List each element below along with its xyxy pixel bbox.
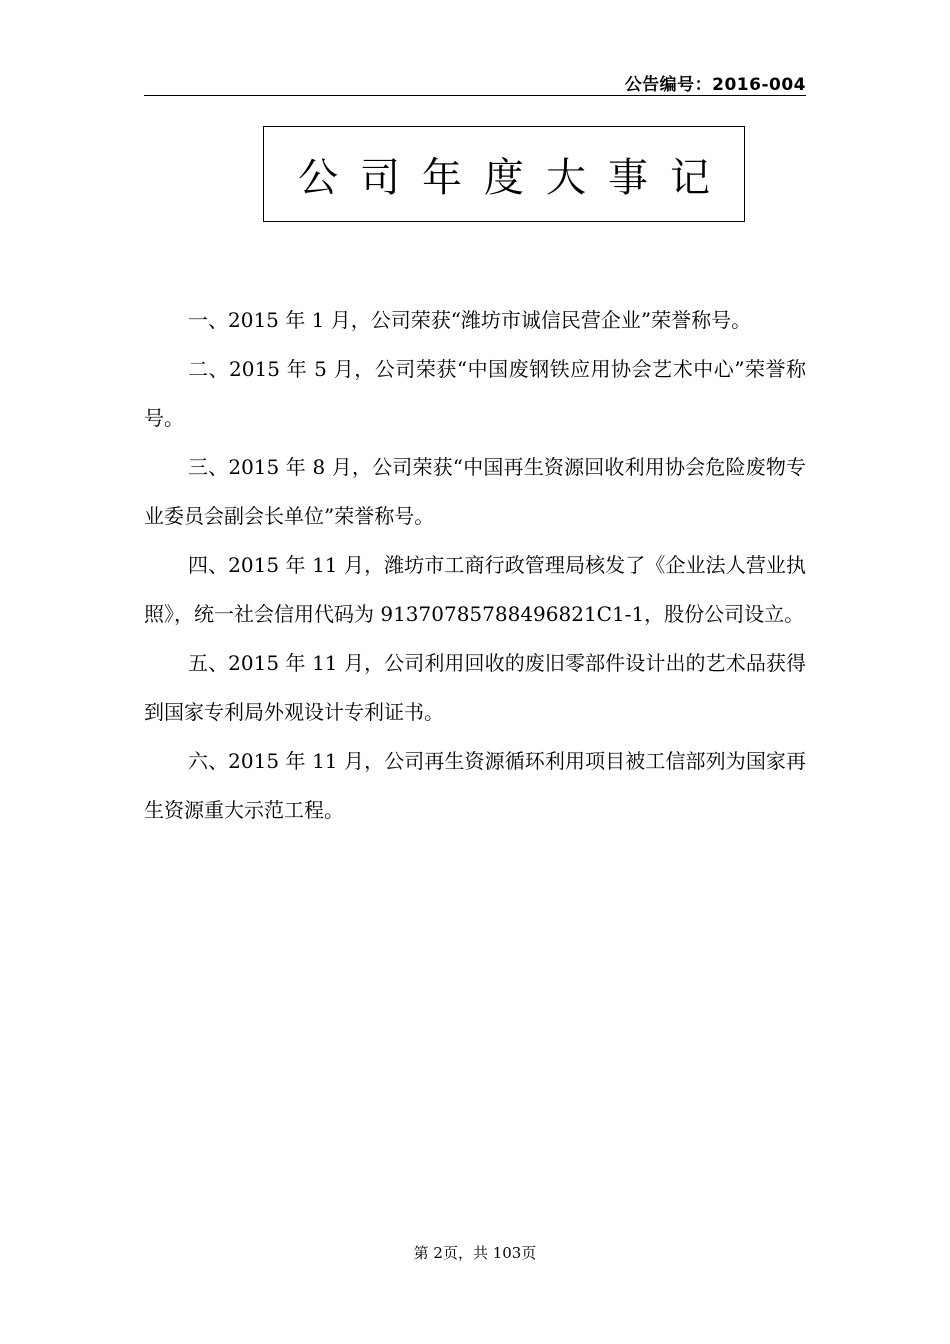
document-title: 公司年度大事记: [298, 154, 732, 201]
announcement-number: 公告编号：2016-004: [624, 75, 806, 95]
title-box: [263, 126, 745, 222]
event-item-6: 六、2015 年 11 月，公司再生资源循环利用项目被工信部列为国家再生资源重大示范工程。: [144, 749, 806, 822]
page-footer: 第 2页，共 103页: [413, 1244, 537, 1262]
header-divider: [144, 95, 806, 96]
event-item-5: 五、2015 年 11 月，公司利用回收的废旧零部件设计出的艺术品获得到国家专利局外观设计专利证书。: [144, 651, 806, 724]
document-body: [144, 296, 806, 835]
event-item-4: 四、2015 年 11 月，潍坊市工商行政管理局核发了《企业法人营业执照》，统一社会信用代码为 91370785788496821C1-1，股份公司设立。: [144, 553, 806, 626]
event-item-2: 二、2015 年 5 月，公司荣获“中国废钢铁应用协会艺术中心”荣誉称号。: [144, 357, 806, 430]
event-item-1: 一、2015 年 1 月，公司荣获“潍坊市诚信民营企业”荣誉称号。: [188, 308, 752, 332]
event-item-3: 三、2015 年 8 月，公司荣获“中国再生资源回收利用协会危险废物专业委员会副会长单位”荣誉称号。: [144, 455, 806, 528]
